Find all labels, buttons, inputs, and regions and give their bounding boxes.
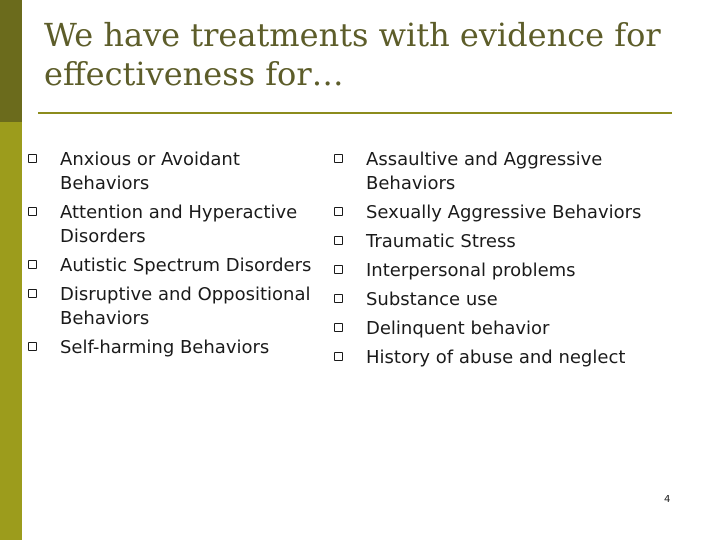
list-item (332, 317, 682, 341)
list-item (26, 254, 326, 278)
list-item-text: Interpersonal problems (366, 260, 576, 281)
square-bullet-icon (28, 207, 37, 216)
list-item-text: Anxious or Avoidant Behaviors (60, 149, 240, 194)
list-item-text: History of abuse and neglect (366, 347, 626, 368)
title-divider (38, 112, 672, 114)
square-bullet-icon (28, 289, 37, 298)
list-item (332, 230, 682, 254)
list-item (332, 148, 682, 196)
sidebar-dark-band (0, 0, 22, 122)
list-item (26, 336, 326, 360)
square-bullet-icon (334, 154, 343, 163)
square-bullet-icon (334, 236, 343, 245)
list-item-text: Autistic Spectrum Disorders (60, 255, 312, 276)
list-item-text: Traumatic Stress (366, 231, 516, 252)
list-item (26, 283, 326, 331)
square-bullet-icon (334, 265, 343, 274)
list-item (26, 201, 326, 249)
sidebar-light-band (0, 122, 22, 540)
page-number: 4 (664, 494, 671, 505)
square-bullet-icon (334, 352, 343, 361)
slide-title: We have treatments with evidence for effectiveness for… (44, 16, 661, 93)
square-bullet-icon (334, 207, 343, 216)
square-bullet-icon (334, 323, 343, 332)
list-item (332, 288, 682, 312)
right-bullet-list (332, 148, 682, 375)
list-item (332, 201, 682, 225)
list-item-text: Attention and Hyperactive Disorders (60, 202, 298, 247)
left-bullet-list (26, 148, 326, 365)
list-item-text: Assaultive and Aggressive Behaviors (366, 149, 603, 194)
list-item (26, 148, 326, 196)
list-item-text: Delinquent behavior (366, 318, 550, 339)
square-bullet-icon (334, 294, 343, 303)
square-bullet-icon (28, 342, 37, 351)
list-item-text: Disruptive and Oppositional Behaviors (60, 284, 311, 329)
list-item (332, 346, 682, 370)
square-bullet-icon (28, 154, 37, 163)
list-item-text: Self-harming Behaviors (60, 337, 270, 358)
list-item-text: Sexually Aggressive Behaviors (366, 202, 642, 223)
list-item-text: Substance use (366, 289, 498, 310)
list-item (332, 259, 682, 283)
square-bullet-icon (28, 260, 37, 269)
